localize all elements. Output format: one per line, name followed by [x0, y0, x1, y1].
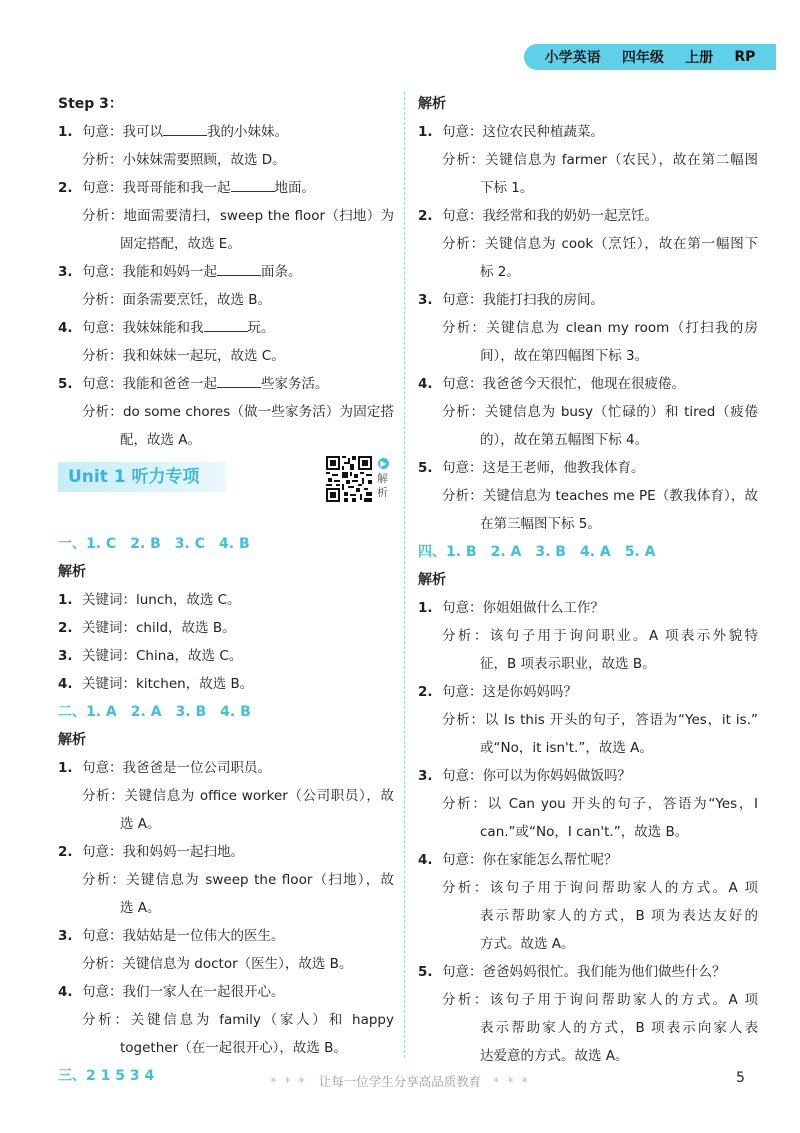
footer-stars-right: * * * — [493, 1074, 530, 1089]
right-b-item-3-question: 3. 句意：你可以为你妈妈做饭吗？ — [418, 768, 631, 784]
right-b-item-2-question: 2. 句意：这是你妈妈吗？ — [418, 684, 577, 700]
header-subject: 小学英语 — [544, 50, 601, 66]
right-b-item-4-analysis-cont: 表示帮助家人的方式，B 项为表达友好的 — [480, 908, 758, 924]
footer-slogan-text: 让每一位学生分享高品质教育 — [318, 1074, 482, 1089]
section-2-item-4-analysis: 分析：关键信息为 family（家人）和 happy — [82, 1012, 394, 1028]
section-2-item-4-analysis-cont: together（在一起很开心），故选 B。 — [120, 1040, 347, 1056]
right-b-item-1-question: 1. 句意：你姐姐做什么工作？ — [418, 600, 604, 616]
right-a-item-4-question: 4. 句意：我爸爸今天很忙，他现在很疲倦。 — [418, 376, 685, 392]
footer-stars-left: * * * — [270, 1074, 307, 1089]
section-4-jiexi: 解析 — [418, 572, 446, 588]
step3-item-1-question: 1. 句意：我可以 我的小妹妹。 — [58, 118, 394, 146]
right-b-item-3-analysis: 分析：以 Can you 开头的句子，答语为“Yes，I — [442, 796, 758, 812]
right-b-item-4-question: 4. 句意：你在家能怎么帮忙呢？ — [418, 852, 618, 868]
section-2-item-1-analysis-cont: 选 A。 — [120, 816, 161, 832]
header-edition: RP — [734, 49, 756, 65]
step3-item-5-question: 5. 句意：我能和爸爸一起 些家务活。 — [58, 370, 394, 398]
play-arrow-icon[interactable]: ▶ — [378, 458, 389, 469]
right-a-item-1-analysis: 分析：关键信息为 farmer（农民），故在第二幅图 — [442, 152, 758, 168]
step3-item-2-analysis-cont: 固定搭配，故选 E。 — [120, 236, 241, 252]
fill-blank — [204, 317, 248, 332]
section-2-item-3-question: 3. 句意：我姑姑是一位伟大的医生。 — [58, 928, 285, 944]
fill-blank — [217, 373, 261, 388]
step3-item-2-question: 2. 句意：我哥哥能和我一起 地面。 — [58, 174, 394, 202]
right-b-item-1-analysis: 分析：该句子用于询问职业。A 项表示外貌特 — [442, 628, 758, 644]
right-a-item-5-analysis: 分析：关键信息为 teaches me PE（教我体育），故 — [442, 488, 758, 504]
right-b-item-1-analysis-cont: 征，B 项表示职业，故选 B。 — [480, 656, 656, 672]
right-column — [418, 90, 758, 1070]
step3-item-4-question: 4. 句意：我妹妹能和我 玩。 — [58, 314, 394, 342]
section-2-item-2-question: 2. 句意：我和妈妈一起扫地。 — [58, 844, 244, 860]
section-1-answers: 一、1. C 2. B 3. C 4. B — [58, 536, 250, 552]
column-divider — [404, 92, 405, 1058]
right-a-item-3-question: 3. 句意：我能打扫我的房间。 — [418, 292, 604, 308]
right-a-item-1-analysis-cont: 下标 1。 — [480, 180, 534, 196]
right-jiexi: 解析 — [418, 96, 446, 112]
qr-code-icon[interactable] — [326, 456, 372, 502]
right-a-item-4-analysis: 分析：关键信息为 busy（忙碌的）和 tired（疲倦 — [442, 404, 758, 420]
left-column — [58, 90, 394, 1090]
right-a-item-5-analysis-cont: 在第三幅图下标 5。 — [480, 516, 601, 532]
right-b-item-5-analysis-cont: 表示帮助家人的方式，B 项表示向家人表 — [480, 1020, 758, 1036]
right-b-item-5-question: 5. 句意：爸爸妈妈很忙。我们能为他们做些什么？ — [418, 964, 726, 980]
section-2-item-2-analysis: 分析：关键信息为 sweep the floor（扫地），故 — [82, 872, 394, 888]
section-1-item-2: 2. 关键词：child，故选 B。 — [58, 620, 236, 636]
section-1-item-1: 1. 关键词：lunch，故选 C。 — [58, 592, 241, 608]
unit-title: Unit 1 听力专项 — [58, 462, 226, 492]
right-a-item-2-question: 2. 句意：我经常和我的奶奶一起烹饪。 — [418, 208, 658, 224]
section-3-answers: 三、2 1 5 3 4 — [58, 1068, 155, 1084]
section-2-jiexi: 解析 — [58, 732, 86, 748]
step3-title: Step 3： — [58, 96, 123, 112]
section-2-answers: 二、1. A 2. A 3. B 4. B — [58, 704, 251, 720]
section-2-item-3-analysis: 分析：关键信息为 doctor（医生），故选 B。 — [82, 956, 353, 972]
right-a-item-3-analysis-cont: 间），故在第四幅图下标 3。 — [480, 348, 649, 364]
step3-item-4-analysis: 分析：我和妹妹一起玩，故选 C。 — [82, 348, 285, 364]
header-volume: 上册 — [685, 50, 714, 66]
right-b-item-2-analysis: 分析：以 Is this 开头的句子，答语为“Yes，it is.” — [442, 712, 758, 728]
section-1-jiexi: 解析 — [58, 564, 86, 580]
fill-blank — [231, 177, 275, 192]
section-1-item-3: 3. 关键词：China，故选 C。 — [58, 648, 243, 664]
right-b-item-5-analysis: 分析：该句子用于询问帮助家人的方式。A 项 — [442, 992, 758, 1008]
section-2-item-4-question: 4. 句意：我们一家人在一起很开心。 — [58, 984, 285, 1000]
footer-slogan — [0, 1072, 800, 1090]
right-a-item-2-analysis-cont: 标 2。 — [480, 264, 520, 280]
step3-item-2-analysis: 分析：地面需要清扫，sweep the floor（扫地）为 — [82, 208, 394, 224]
page-number: 5 — [736, 1070, 745, 1086]
step3-item-1-analysis: 分析：小妹妹需要照顾，故选 D。 — [82, 152, 286, 168]
fill-blank — [217, 261, 261, 276]
right-b-item-5-analysis-cont2: 达爱意的方式。故选 A。 — [480, 1048, 629, 1064]
section-2-item-2-analysis-cont: 选 A。 — [120, 900, 161, 916]
right-a-item-5-question: 5. 句意：这是王老师，他教我体育。 — [418, 460, 645, 476]
right-b-item-3-analysis-cont: can.”或“No，I can't.”，故选 B。 — [480, 824, 689, 840]
header-grade: 四年级 — [621, 50, 664, 66]
right-b-item-4-analysis: 分析：该句子用于询问帮助家人的方式。A 项 — [442, 880, 758, 896]
section-2-item-1-question: 1. 句意：我爸爸是一位公司职员。 — [58, 760, 271, 776]
step3-item-3-question: 3. 句意：我能和妈妈一起 面条。 — [58, 258, 394, 286]
section-2-item-1-analysis: 分析：关键信息为 office worker（公司职员），故 — [82, 788, 394, 804]
right-b-item-4-analysis-cont2: 方式。故选 A。 — [480, 936, 575, 952]
fill-blank — [163, 121, 207, 136]
header-subject-tag — [524, 44, 776, 70]
right-a-item-1-question: 1. 句意：这位农民种植蔬菜。 — [418, 124, 604, 140]
qr-label: 解析 — [377, 472, 388, 499]
step3-item-3-analysis: 分析：面条需要烹饪，故选 B。 — [82, 292, 272, 308]
right-a-item-4-analysis-cont: 的），故在第五幅图下标 4。 — [480, 432, 649, 448]
section-1-item-4: 4. 关键词：kitchen，故选 B。 — [58, 676, 254, 692]
right-a-item-3-analysis: 分析：关键信息为 clean my room（打扫我的房 — [442, 320, 758, 336]
right-b-item-2-analysis-cont: 或“No，it isn't.”，故选 A。 — [480, 740, 653, 756]
step3-item-5-analysis-cont: 配，故选 A。 — [120, 432, 202, 448]
step3-item-5-analysis: 分析：do some chores（做一些家务活）为固定搭 — [82, 404, 394, 420]
right-a-item-2-analysis: 分析：关键信息为 cook（烹饪），故在第一幅图下 — [442, 236, 758, 252]
section-4-answers: 四、1. B 2. A 3. B 4. A 5. A — [418, 544, 656, 560]
